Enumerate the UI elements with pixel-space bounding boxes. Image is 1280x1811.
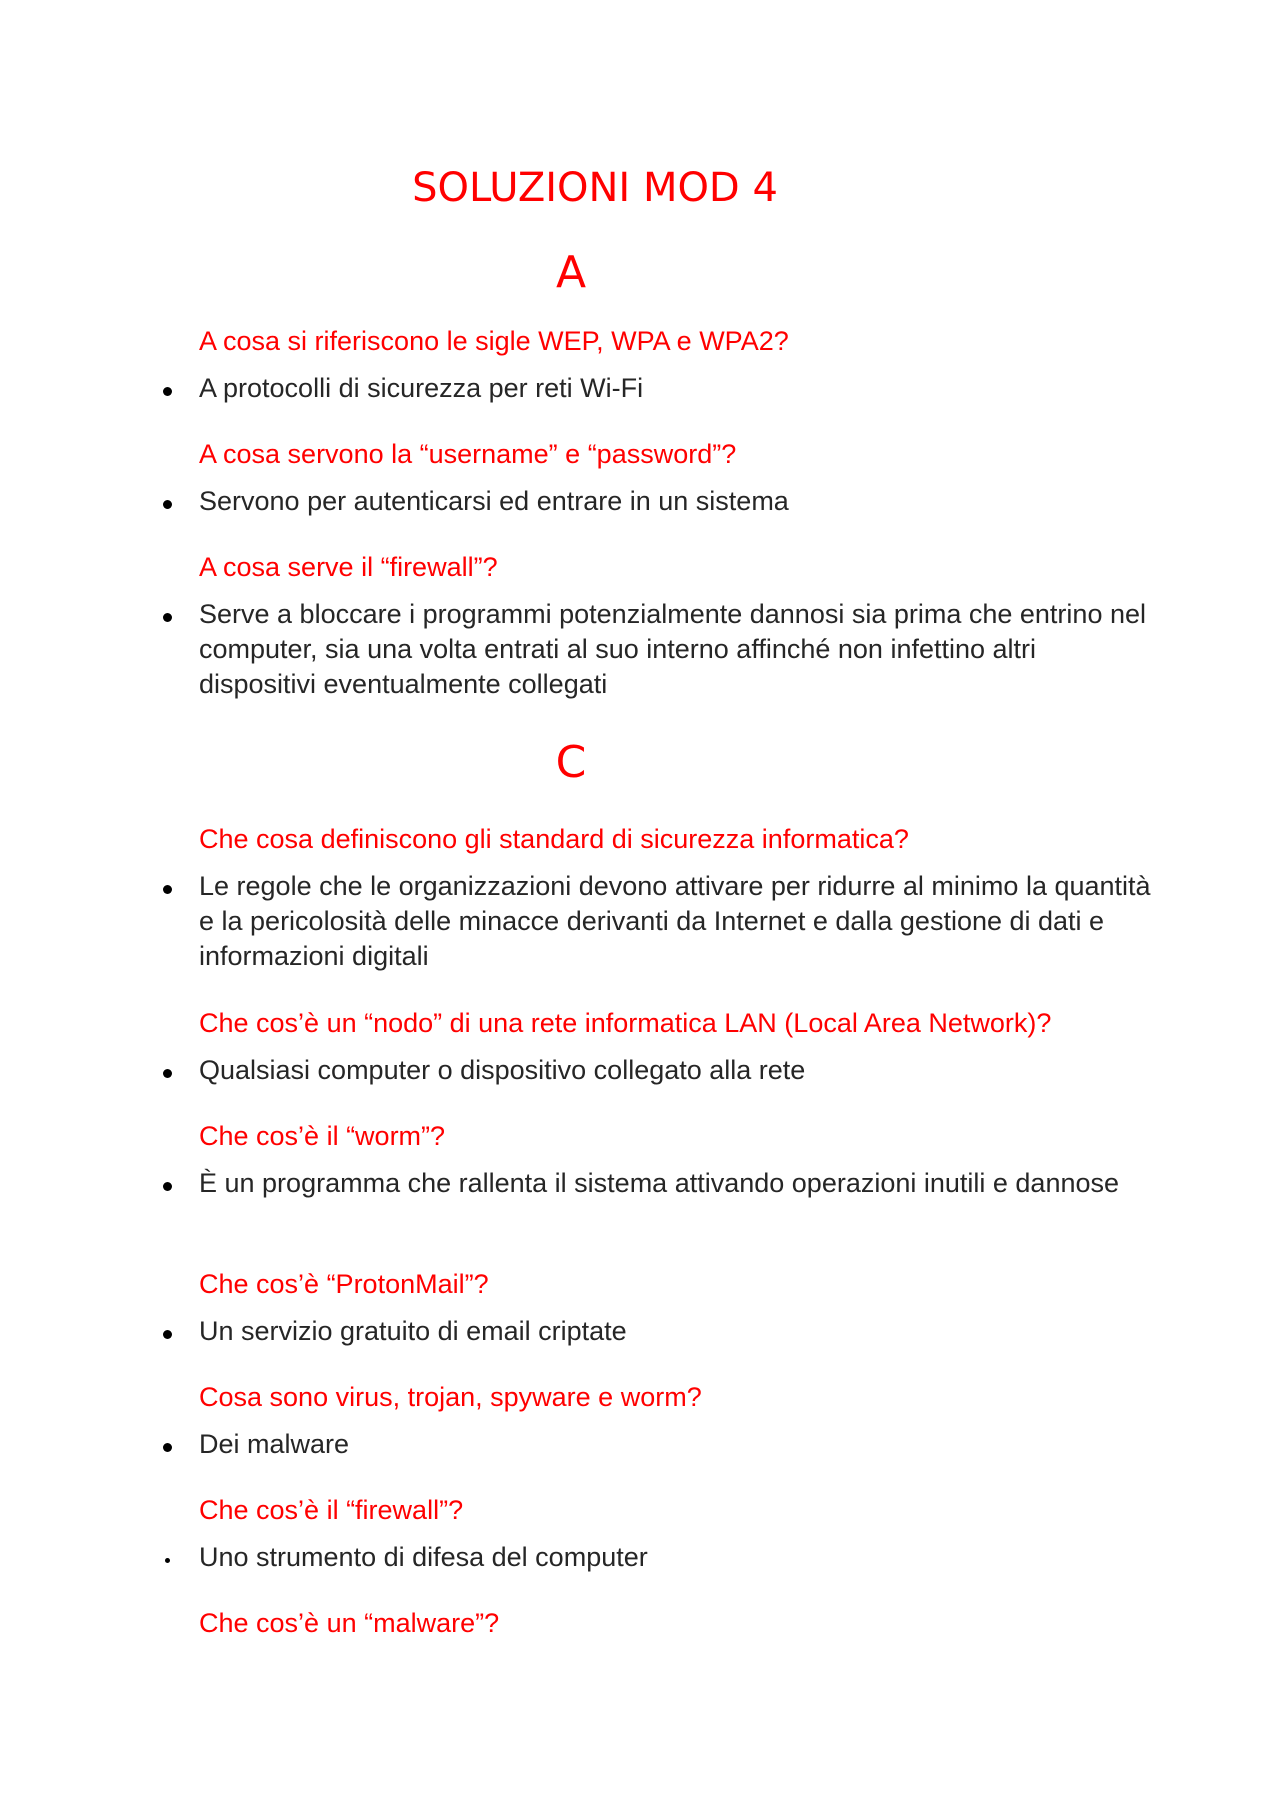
- answer: A protocolli di sicurezza per reti Wi-Fi: [199, 373, 644, 403]
- question: Cosa sono virus, trojan, spyware e worm?: [199, 1382, 702, 1412]
- bullet-icon: [163, 1443, 172, 1452]
- bullet-icon: [163, 885, 172, 894]
- answer: Uno strumento di difesa del computer: [199, 1542, 648, 1572]
- answer: Un servizio gratuito di email criptate: [199, 1316, 627, 1346]
- question: A cosa serve il “firewall”?: [199, 552, 498, 582]
- question: Che cos’è il “firewall”?: [199, 1495, 464, 1525]
- question: Che cosa definiscono gli standard di sicurezza informatica?: [199, 824, 909, 854]
- bullet-icon: [163, 1069, 172, 1078]
- section-heading-c: C: [555, 737, 587, 788]
- question: Che cos’è un “malware”?: [199, 1608, 500, 1638]
- answer: È un programma che rallenta il sistema attivando operazioni inutili e dannose: [199, 1168, 1120, 1198]
- answer: Le regole che le organizzazioni devono attivare per ridurre al minimo la quantità e la pericolosità delle minacce derivanti da Internet e dalla gestione di dati e informazioni digitali: [199, 871, 1151, 971]
- question: Che cos’è “ProtonMail”?: [199, 1269, 489, 1299]
- bullet-icon: [165, 1558, 170, 1563]
- question: A cosa servono la “username” e “password”?: [199, 439, 737, 469]
- section-heading-a: A: [555, 247, 587, 298]
- bullet-icon: [163, 387, 172, 396]
- answer: Servono per autenticarsi ed entrare in un sistema: [199, 486, 789, 516]
- bullet-icon: [163, 1330, 172, 1339]
- answer: Qualsiasi computer o dispositivo collegato alla rete: [199, 1055, 806, 1085]
- question: Che cos’è il “worm”?: [199, 1121, 446, 1151]
- bullet-icon: [163, 613, 172, 622]
- question: A cosa si riferiscono le sigle WEP, WPA e WPA2?: [199, 326, 789, 356]
- question: Che cos’è un “nodo” di una rete informatica LAN (Local Area Network)?: [199, 1008, 1052, 1038]
- answer: Dei malware: [199, 1429, 350, 1459]
- document-title: SOLUZIONI MOD 4: [412, 165, 778, 211]
- bullet-icon: [163, 500, 172, 509]
- answer: Serve a bloccare i programmi potenzialmente dannosi sia prima che entrino nel computer, sia una volta entrati al suo interno affinché non infettino altri dispositivi eventualmente collegati: [199, 599, 1146, 699]
- bullet-icon: [163, 1182, 172, 1191]
